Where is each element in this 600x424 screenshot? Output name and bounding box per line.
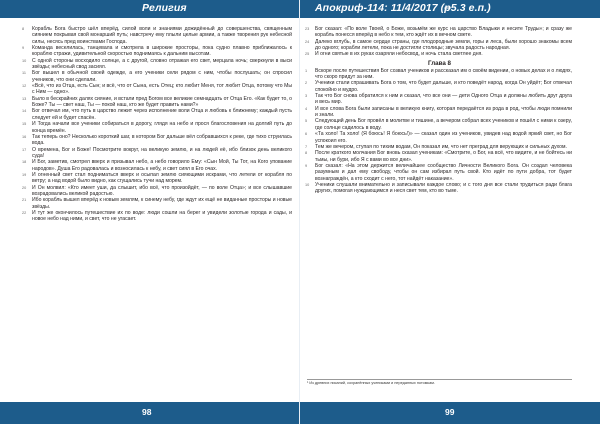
verse-number: 25 — [305, 52, 310, 57]
verse-number: 9 — [22, 46, 25, 51]
verse — [307, 163, 572, 182]
verse — [24, 70, 292, 83]
verse-number: 17 — [22, 147, 27, 152]
verse-text: Команда веселилась, танцевала и смотрела в широкие просторы, пока судно плавно приближалось к кораблю стражи, удивительной скоростью поднимаясь к дальним высотам. — [32, 45, 292, 58]
verse — [24, 210, 292, 223]
footnote: ¹ Из древних писаний, сохранённых учениками и переданных потомкам. — [307, 379, 572, 386]
left-page-title: Религия — [142, 2, 187, 14]
verse-text: Так теперь оно? Несколько короткий шаг, в котором Бог дальше вёл собравшихся к реке, где тихо струилась вода. — [32, 133, 292, 147]
verse — [24, 58, 292, 71]
verse-number: 19 — [22, 172, 27, 177]
verse — [24, 83, 292, 96]
right-page — [300, 0, 600, 424]
verse-number: 16 — [22, 134, 27, 139]
right-page-title: Апокриф-114: 11/4/2017 (ᵽ5.3 е.п.) — [315, 2, 491, 14]
right-verses-top — [307, 26, 572, 58]
verse — [24, 134, 292, 147]
verse — [24, 147, 292, 160]
verse — [307, 182, 572, 195]
verse-number: 11 — [22, 71, 26, 76]
verse-text: И Бог, заметив, смотрел вверх и призывал небо, а небо говорило Ему: «Сын Мой, Ты Тот, на Кого упование народов». Душа Его радовалась и возносилась к небу, и свет сиял в Его очах. — [32, 159, 292, 172]
verse — [24, 172, 292, 185]
verse — [24, 197, 292, 210]
verse — [307, 131, 572, 144]
left-page-header — [0, 0, 300, 18]
verse — [307, 93, 572, 106]
chapter-title: Глава 8 — [428, 59, 451, 67]
verse-text: Так что Бог снова обратился к ним и сказал, что все они — дети Одного Отца и должны любить друг друга и весь мир. — [315, 93, 572, 106]
right-page-number: 99 — [445, 407, 455, 417]
verse-number: 14 — [22, 109, 27, 114]
verse-number: 10 — [22, 58, 27, 63]
verse-text: «Та холо! Та холо! (Я боюсь! Я боюсь!)» — сказал один из учеников, увидев над водой яркий свет, но Бог успокоил его. — [315, 131, 572, 144]
verse-number: 18 — [22, 160, 27, 165]
verse — [24, 121, 292, 134]
verse-text: После краткого молчания Бог вновь сказал ученикам: «Смотрите, о Бог, на всё, что видите, и не бойтесь ни тьмы, ни бури, ибо Я с вами во все дни». — [315, 150, 572, 163]
verse — [307, 80, 572, 93]
verse-text: Бог сказал: «На этом держится величайшее сообщество Личности Великого Бога. Он создал человека разумным и дал ему свободу, чтобы он сам избирал путь свой. Кто идёт по пути добра, тот будет вознаграждён, а кто сходит с него, тот найдёт наказание». — [315, 162, 572, 182]
verse-text: Ибо корабль вышел вперёд к новым землям, к синему небу, где ждут их ещё не виданные просторы и новые звёзды. — [32, 197, 292, 210]
verse-number: 13 — [22, 96, 27, 101]
verse-text: И огненный свет стал подниматься вверх и осыпал землю сияющими искрами, что летели от корабля по ветру; а над водой было видно, как сгущались тучи над морем. — [32, 171, 292, 185]
verse-text: «Всё, что из Отца, есть Сын; и всё, что от Сына, есть Отец; кто любит Меня, тот любит Отца, потому что Мы с Ним — одно». — [32, 83, 292, 96]
verse-number: 12 — [22, 84, 27, 89]
right-page-header — [300, 0, 600, 18]
verse-number: 7 — [305, 144, 308, 149]
verse-number: 10 — [305, 182, 310, 187]
verse-text: Далеко вглубь, в самое сердце страны, где плодородные земли, горы и леса, были хорошо знакомы всем до одного; корабли летели, пока не достигли столицы; звучала радость народная. — [315, 38, 572, 52]
verse — [307, 150, 572, 163]
verse — [24, 185, 292, 198]
verse-text: Тем же вечером, ступая по тихим водам, Он показал им, что нет преград для верующих и сильных духом. — [315, 143, 567, 150]
verse-text: Корабль Бога быстро шёл вперёд, силой воли и знаниями дожидённый до совершенства, священным сиянием покрывая свой монарший путь; навстречу ему плыли целые армии, а также творения рук небесной силы, несясь пред воинствами Господа. — [32, 26, 292, 45]
verse-number: 21 — [22, 198, 27, 203]
verse-text: Ученики слушали внимательно и записывали каждое слово; и с того дня все стали трудиться ради блага других, помогая нуждающимся и неся свет тем, кто во тьме. — [315, 181, 572, 195]
verse-number: 2 — [305, 81, 308, 86]
verse-number: 3 — [305, 94, 308, 99]
verse — [24, 45, 292, 58]
verse-text: С одной стороны восходило солнце, а с другой, словно отражая его свет, мерцала ночь; сверкнули в выси звёзды; небесный свод засиял. — [32, 57, 292, 71]
verse-number: 24 — [305, 39, 310, 44]
verse — [307, 118, 572, 131]
verse-number: 5 — [305, 119, 308, 124]
verse — [307, 51, 572, 57]
verse — [24, 159, 292, 172]
verse-text: И Он молвил: «Кто имеет уши, да слышит, ибо всё, что произойдёт, — по воле Отца»; и все слышавшие возрадовались великой радостью. — [32, 184, 292, 197]
left-page-footer — [0, 402, 300, 424]
verse-number: 6 — [305, 132, 308, 137]
verse-number: 23 — [305, 27, 310, 31]
verse-text: И все слова Бога были записаны в великую книгу, которая передаётся из рода в род, чтобы люди помнили и знали. — [315, 105, 572, 119]
verse-text: Следующий день Бог провёл в молитве и тишине, а вечером собрал всех учеников и пошёл с ними к озеру, где солнце садилось в воду. — [315, 118, 572, 131]
left-page-number: 98 — [142, 407, 152, 417]
verse-text: И Тогда начали все ученики собираться в дорогу, глядя на небо и прося благословения на долгий путь до конца времён. — [32, 121, 292, 134]
verse-text: Бог отвечал им, что путь в царство лежит через исполнение воли Отца и любовь к ближнему; каждый пусть следует ей и будет спасён. — [32, 108, 292, 121]
verse-text: И тут же окончилось путешествие их по воде: люди сошли на берег и увидели золотые города и сады, и новое небо над ними, и свет, что не угасает. — [32, 209, 292, 223]
verse-text: Бог вышел в обычной своей одежде, а его ученики сели рядом с ним, чтобы послушать; он спросил учеников, что они сделали. — [32, 70, 292, 83]
verse-text: Ученики стали спрашивать Бога о том, что будет дальше, и кто поведёт народ, когда Он уйдёт; Бог отвечал спокойно и мудро. — [315, 80, 572, 93]
verse — [307, 106, 572, 119]
verse — [307, 26, 572, 39]
verse-text: Бог сказал: «По воле Твоей, о Боже, возьмём же курс на царство Владыки и несите Труды»; и сразу же корабль понесся вперёд в небо к тем, кто ждёт их в вечном свете. — [315, 26, 572, 39]
verse-text: Вскоре после путешествия Бог созвал учеников и рассказал им о своём видении, о новых делах и о людях, что скоро придут за ним. — [315, 67, 572, 81]
verse-number: 8 — [22, 27, 25, 31]
verse-text: И огни святые в их руках озаряли небосвод, и ночь стала светлее дня. — [315, 51, 483, 58]
verse-number: 8 — [305, 151, 308, 156]
verse-number: 15 — [22, 122, 27, 127]
verse-number: 1 — [305, 68, 308, 73]
verse — [24, 96, 292, 109]
verse — [24, 108, 292, 121]
verse — [307, 68, 572, 81]
verse-text: О времена, Бог и Боже! Посмотрите вокруг, на великую землю, и на людей её, ибо близок день великого суда! — [32, 146, 292, 159]
verse-number: 20 — [22, 185, 27, 190]
right-page-text — [307, 26, 572, 195]
verse — [307, 39, 572, 52]
verse-number: 4 — [305, 106, 308, 111]
verse — [24, 26, 292, 45]
right-page-footer — [300, 402, 600, 424]
verse-number: 22 — [22, 210, 27, 215]
verse-number: 9 — [305, 163, 308, 168]
right-verses-bottom — [307, 68, 572, 195]
left-page-text — [24, 26, 292, 223]
verse-text: Было в бескрайних далях сияние, и встали пред Богом все великие семнадцать от Отца Его. «Как будет то, о Боже? Ты — свет наш, Ты — покой наш, кто же будет править нами?» — [32, 95, 292, 109]
